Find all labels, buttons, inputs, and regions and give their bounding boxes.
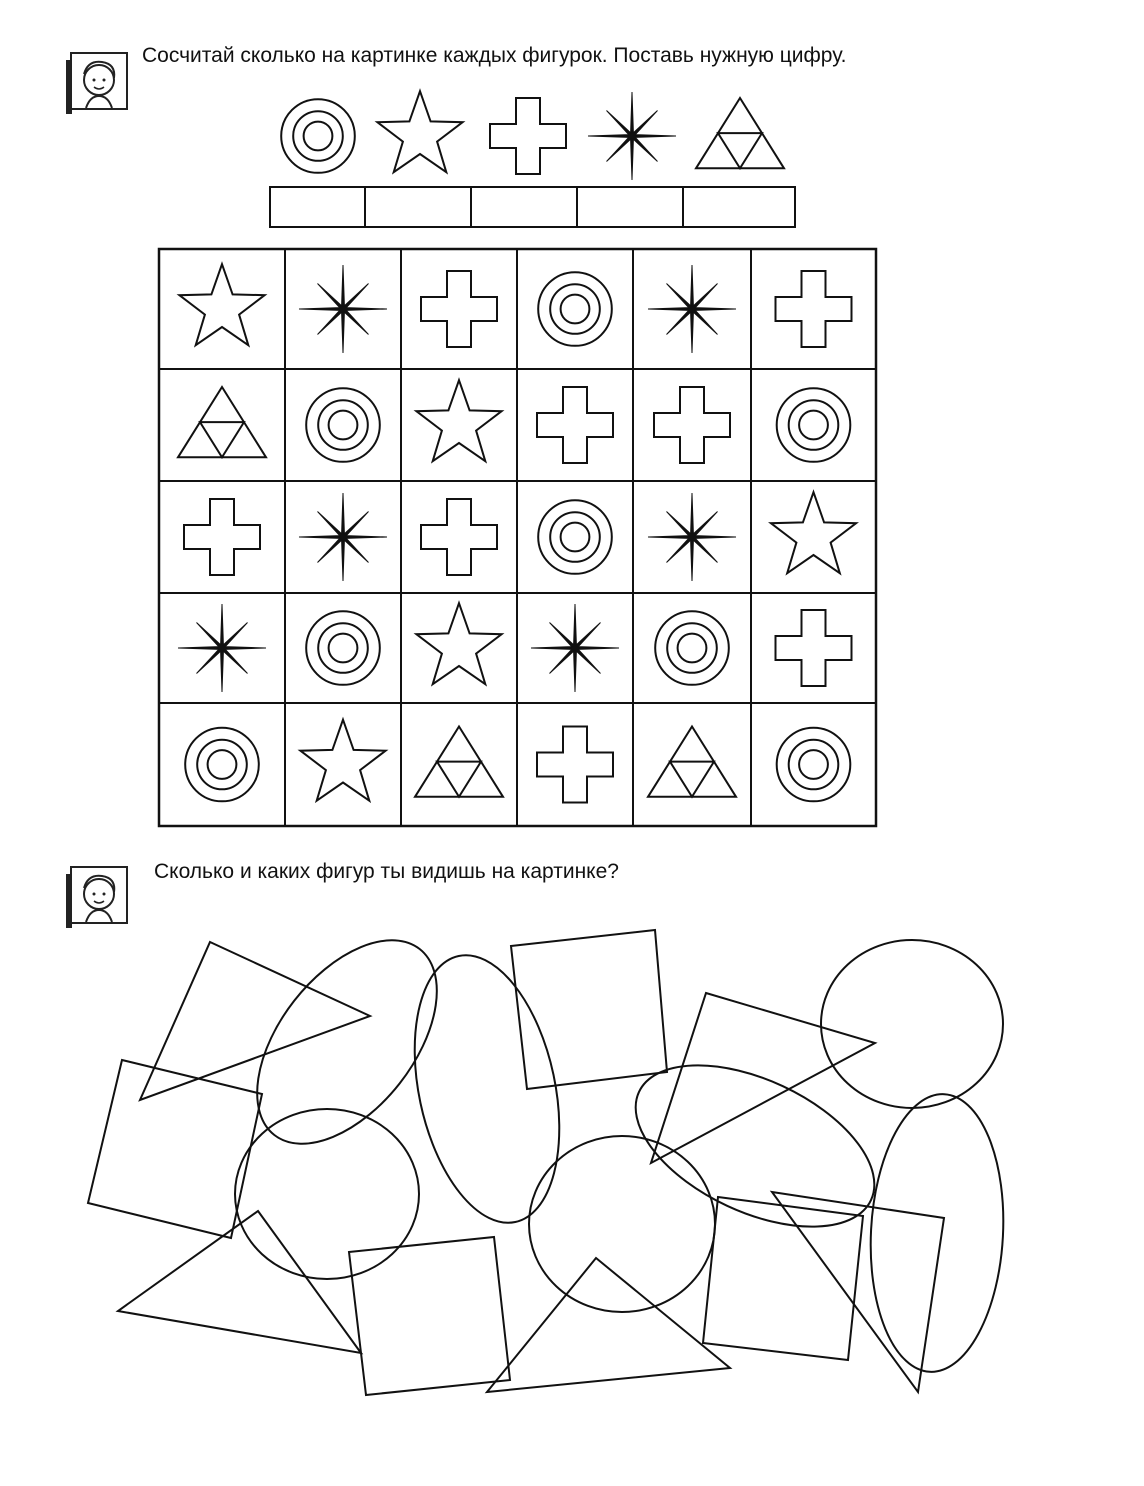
triangle-icon (415, 727, 503, 797)
triangle-icon (696, 98, 784, 168)
answer-box-5[interactable] (683, 187, 795, 227)
double-circle-icon (306, 611, 380, 685)
double-circle-icon (306, 388, 380, 462)
double-circle-icon (538, 272, 612, 346)
double-circle-icon (538, 500, 612, 574)
sparkle-icon (588, 92, 676, 180)
cross-icon (654, 387, 730, 463)
task2-instruction: Сколько и каких фигур ты видишь на картинке? (154, 860, 619, 883)
sparkle-icon (178, 604, 266, 692)
triangle-outline (772, 1192, 944, 1392)
ellipse-outline (392, 942, 582, 1236)
ellipse-outline (864, 1091, 1010, 1376)
star-icon (771, 492, 856, 573)
answer-box-4[interactable] (577, 187, 683, 227)
sparkle-icon (648, 493, 736, 581)
answer-boxes (270, 187, 795, 227)
overlapping-shapes (88, 908, 1010, 1395)
circle-outline (821, 940, 1003, 1108)
cross-icon (537, 387, 613, 463)
legend-row (281, 91, 784, 180)
triangle-outline (118, 1211, 361, 1353)
star-icon (377, 91, 462, 172)
double-circle-icon (655, 611, 729, 685)
answer-box-1[interactable] (270, 187, 365, 227)
answer-box-3[interactable] (471, 187, 577, 227)
cross-icon (421, 271, 497, 347)
triangle-icon (648, 727, 736, 797)
square-outline (349, 1237, 510, 1395)
star-icon (179, 264, 264, 345)
cross-icon (421, 499, 497, 575)
double-circle-icon (281, 99, 355, 173)
square-outline (703, 1197, 863, 1360)
answer-box-2[interactable] (365, 187, 471, 227)
cross-icon (776, 271, 852, 347)
circle-outline (529, 1136, 715, 1312)
cross-icon (776, 610, 852, 686)
square-outline (511, 930, 667, 1089)
double-circle-icon (777, 388, 851, 462)
sparkle-icon (531, 604, 619, 692)
cross-icon (490, 98, 566, 174)
cross-icon (537, 727, 613, 803)
triangle-outline (140, 942, 370, 1100)
cross-icon (184, 499, 260, 575)
ellipse-outline (611, 1032, 899, 1260)
triangle-icon (178, 387, 266, 457)
shape-grid (159, 249, 876, 826)
sparkle-icon (299, 493, 387, 581)
star-icon (416, 380, 501, 461)
double-circle-icon (777, 728, 851, 802)
star-icon (416, 603, 501, 684)
double-circle-icon (185, 728, 259, 802)
triangle-outline (487, 1258, 730, 1392)
circle-outline (235, 1109, 419, 1279)
sparkle-icon (648, 265, 736, 353)
star-icon (300, 720, 385, 801)
sparkle-icon (299, 265, 387, 353)
task1-instruction: Сосчитай сколько на картинке каждых фигурок. Поставь нужную цифру. (142, 44, 847, 67)
